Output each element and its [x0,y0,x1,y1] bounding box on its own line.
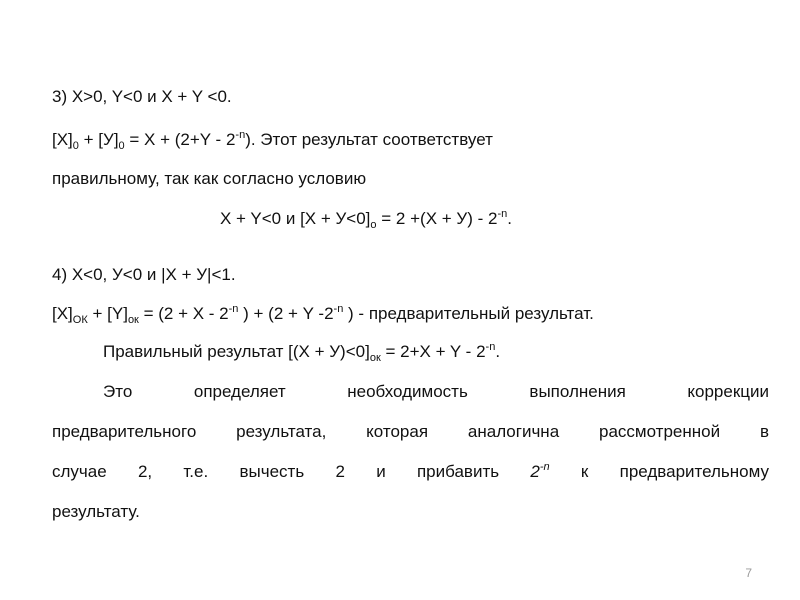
case4-correct-sup: -n [485,341,496,353]
case4-eq-sub: ОК [72,314,88,326]
case3-eq-part: [X] [52,130,73,149]
case4-paragraph-line: Это определяет необходимость выполнения коррекции [103,382,769,401]
case4-equation [52,303,594,325]
case3-eq-sub: 0 [118,140,125,152]
case4-eq-sup: -n [333,303,344,315]
page-number: 7 [745,566,752,580]
case4-paragraph-line [52,461,769,483]
case4-correct-result [103,341,500,363]
case4-eq-part: [X] [52,304,73,323]
case4-para-part: к предварительному [549,462,769,481]
case4-eq-sup: -n [228,303,239,315]
case4-para-sup: -n [539,461,550,473]
case4-correct-part: . [495,342,501,361]
case4-para-part: 2 [530,462,540,481]
case3-heading: 3) X>0, Y<0 и X + Y <0. [52,87,232,106]
case4-para-part: случае 2, т.е. вычесть 2 и прибавить [52,462,531,481]
case4-eq-part: + [Y] [87,304,128,323]
case3-eq-sub: 0 [72,140,79,152]
case3-center-part: X + Y<0 и [X + У<0] [220,209,371,228]
case4-heading: 4) X<0, У<0 и |X + У|<1. [52,265,236,284]
case3-center-sup: -n [497,208,508,220]
case3-center-part: . [507,209,512,228]
case4-paragraph-line: результату. [52,502,140,521]
case3-center-sub: о [370,219,377,231]
case3-eq-sup: -n [235,129,246,141]
case4-eq-sub: ок [127,314,139,326]
case4-correct-sub: ок [369,352,381,364]
case3-eq-part: ). Этот результат соответствует [245,130,493,149]
case4-eq-part: = (2 + X - 2 [138,304,229,323]
case4-correct-part: Правильный результат [(X + У)<0] [103,342,370,361]
case4-eq-part: ) - предварительный результат. [343,304,594,323]
case4-correct-part: = 2+X + Y - 2 [380,342,486,361]
case3-text: правильному, так как согласно условию [52,169,367,188]
case3-center-formula [220,208,512,230]
case4-eq-part: ) + (2 + Y -2 [238,304,334,323]
case3-equation [52,129,493,151]
case4-paragraph-line: предварительного результата, которая аналогична рассмотренной в [52,422,769,441]
case3-eq-part: = X + (2+Y - 2 [124,130,236,149]
case3-center-part: = 2 +(X + У) - 2 [376,209,498,228]
case3-eq-part: + [У] [78,130,119,149]
